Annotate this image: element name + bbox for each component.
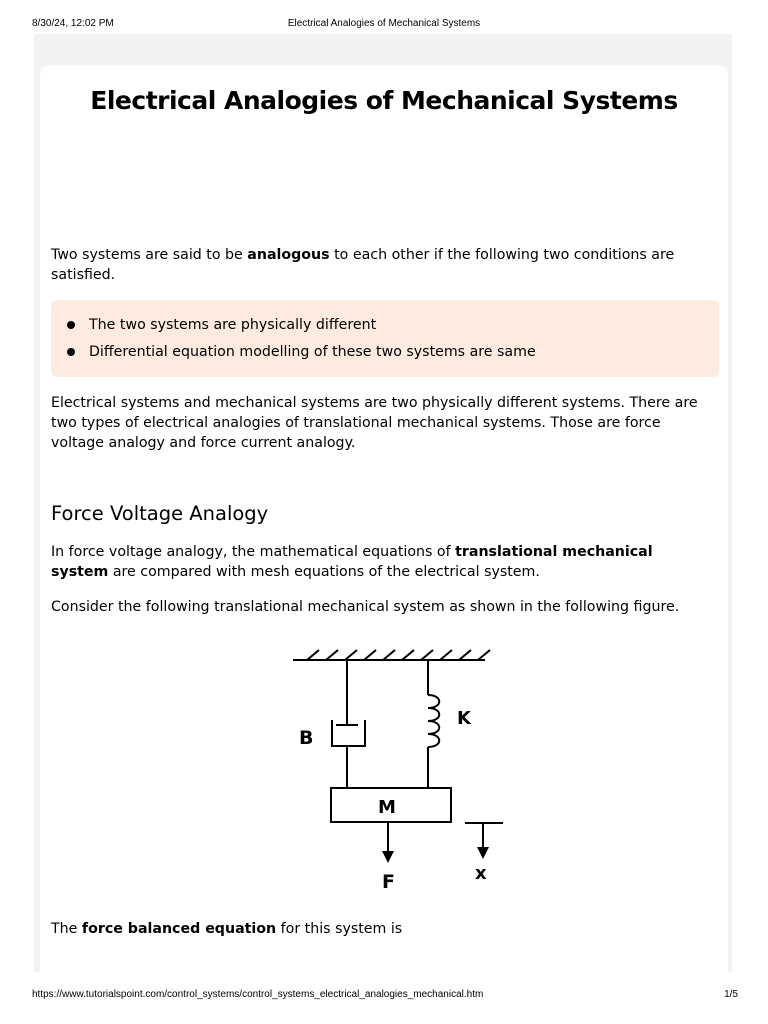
ceiling-hatching xyxy=(307,650,490,660)
consider-figure-paragraph: Consider the following translational mechanical system as shown in the following figure. xyxy=(51,599,680,615)
damper-label: B xyxy=(299,727,314,749)
list-item: The two systems are physically different xyxy=(51,315,536,342)
print-page-title: Electrical Analogies of Mechanical Systems xyxy=(287,18,481,29)
force-balance-paragraph: The force balanced equation for this system is xyxy=(51,921,403,937)
mass-label: M xyxy=(378,797,396,818)
analogy-types-paragraph: Electrical systems and mechanical systems are two physically different systems. There are two types of electrical analogies of translational mechanical systems. Those are force voltage analogy and force current analogy. xyxy=(51,395,698,451)
print-url: https://www.tutorialspoint.com/control_systems/control_systems_electrical_analogies_mechanical.htm xyxy=(32,989,484,1000)
force-balanced-term: force balanced equation xyxy=(81,921,277,937)
conditions-list xyxy=(51,315,536,369)
damper xyxy=(332,660,365,788)
print-header xyxy=(0,0,768,34)
displacement-label: x xyxy=(475,863,487,884)
force-voltage-paragraph: In force voltage analogy, the mathematical equations of translational mechanical system are compared with mesh equations of the electrical system. xyxy=(51,544,653,580)
force-arrowhead xyxy=(382,851,394,863)
mechanical-system-diagram xyxy=(285,640,515,895)
print-page-number: 1/5 xyxy=(724,989,738,1000)
spring xyxy=(428,660,439,788)
intro-paragraph: Two systems are said to be analogous to each other if the following two conditions are satisfied. xyxy=(51,247,675,283)
print-footer xyxy=(0,989,768,1024)
conditions-callout xyxy=(51,300,719,377)
section-heading-force-voltage: Force Voltage Analogy xyxy=(51,502,269,525)
translational-system-term: translational mechanical system xyxy=(51,544,653,580)
mechanical-system-figure xyxy=(285,640,515,895)
article-title: Electrical Analogies of Mechanical Systems xyxy=(90,86,678,115)
spring-label: K xyxy=(457,708,471,729)
bullet-icon xyxy=(67,348,75,356)
list-item: Differential equation modelling of these two systems are same xyxy=(51,342,536,369)
print-datetime: 8/30/24, 12:02 PM xyxy=(32,18,114,29)
force-label: F xyxy=(382,871,395,893)
bullet-icon xyxy=(67,321,75,329)
analogous-term: analogous xyxy=(247,247,330,263)
displacement-arrowhead xyxy=(477,847,489,859)
